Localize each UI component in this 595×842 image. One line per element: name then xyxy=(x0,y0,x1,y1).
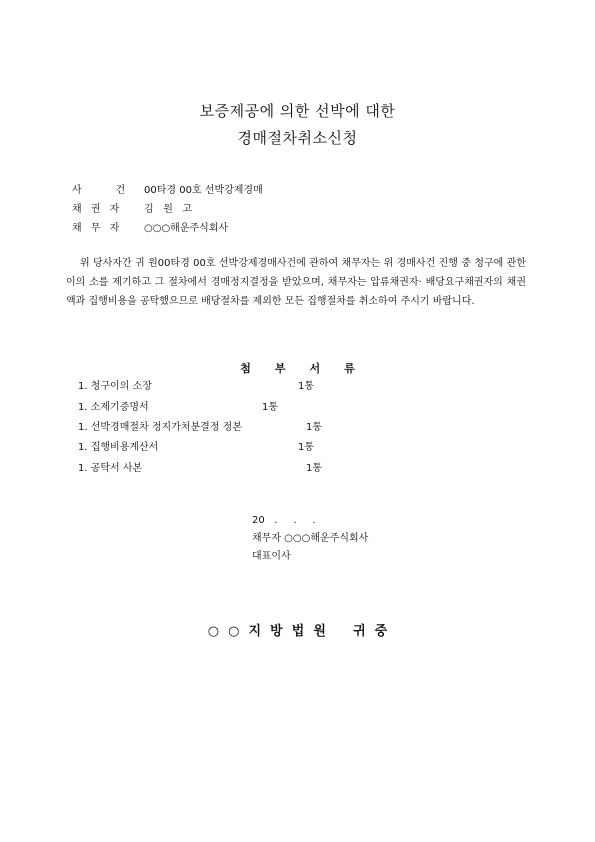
attachment-item: 1. 집행비용계산서 xyxy=(78,442,159,453)
document-title-line2: 경매절차취소신청 xyxy=(237,129,358,147)
signer-title: 대표이사 xyxy=(252,551,291,562)
attachment-item: 1. 청구이의 소장 xyxy=(78,381,152,392)
creditor-label: 채 권 자 xyxy=(72,204,123,215)
creditor-value: 김 원 고 xyxy=(144,204,193,215)
document-title-line1: 보증제공에 의한 선박에 대한 xyxy=(199,102,396,120)
debtor-value: ○○○해운주식회사 xyxy=(144,223,229,234)
attachment-qty: 1통 xyxy=(306,422,323,433)
attachment-item: 1. 공탁서 사본 xyxy=(78,463,143,474)
date-line: 20 . . . xyxy=(252,515,316,526)
debtor-row xyxy=(72,222,228,236)
attachment-qty: 1통 xyxy=(298,442,315,453)
attachment-item: 1. 소제기증명서 xyxy=(78,402,149,413)
attachment-qty: 1통 xyxy=(306,463,323,474)
attachment-qty: 1통 xyxy=(262,402,279,413)
attachment-item: 1. 선박경매절차 정지가처분결정 정본 xyxy=(78,422,242,433)
case-label: 사 건 xyxy=(72,185,129,196)
signer-company: 채무자 ○○○해운주식회사 xyxy=(252,533,369,544)
case-value: 00타경 00호 선박강제경매 xyxy=(144,185,263,196)
creditor-row xyxy=(72,203,192,217)
case-row xyxy=(72,184,263,198)
attachments-heading: 첨부서류 xyxy=(240,362,379,375)
court-addressee: ○ ○ 지 방 법 원 귀 중 xyxy=(207,624,388,639)
debtor-label: 채 무 자 xyxy=(72,223,123,234)
attachment-qty: 1통 xyxy=(298,381,315,392)
petition-body: 위 당사자간 귀 원00타경 00호 선박강제경매사건에 관하여 채무자는 위 경매사건 진행 중 청구에 관한 이의 소를 제기하고 그 절차에서 경매정지결정을 받았으며, 채무자는 압류채권자· 배당요구채권자의 채권액과 집행비용을 공탁했으므로 배당절차를 제외한 모든 집행절차를 취소하여 주시기 바랍니다. xyxy=(66,258,526,307)
